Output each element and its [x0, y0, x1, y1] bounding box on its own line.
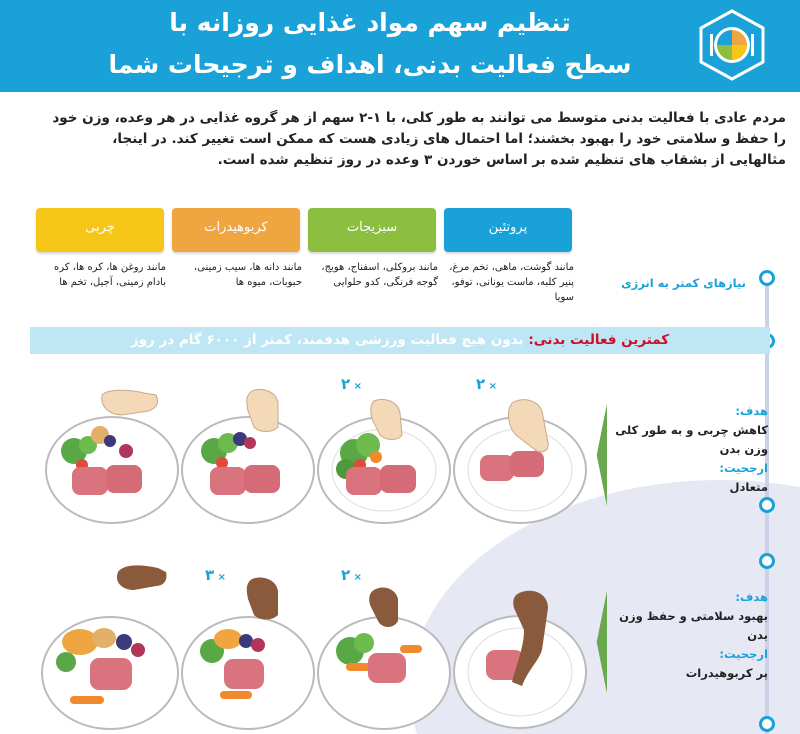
- goal-text: کاهش چربی و به طور کلی وزن بدن: [615, 423, 768, 456]
- preference-text: متعادل: [729, 480, 768, 494]
- activity-level-band: [30, 327, 770, 354]
- page-title: [90, 2, 650, 86]
- category-protein: پروتئین: [444, 208, 572, 252]
- timeline-dot: [759, 553, 775, 569]
- title-line-1: تنظیم سهم مواد غذایی روزانه با: [169, 8, 571, 37]
- plate-vegetables-row2: [316, 585, 452, 734]
- plate-chart-icon: [695, 8, 769, 82]
- preference-label: ارجحیت:: [719, 461, 768, 475]
- category-vegetables: سبزیجات: [308, 208, 436, 252]
- multiplier-vegetables-row1: ۲ ×: [341, 375, 363, 393]
- energy-needs-label: نیازهای کمتر به انرژی: [621, 276, 746, 290]
- category-carbs-desc: مانند دانه ها، سیب زمینی، حبوبات، میوه ها: [193, 262, 302, 288]
- activity-level-text: بدون هیچ فعالیت ورزشی هدفمند، کمتر از ۶۰۰۰ گام در روز: [130, 332, 524, 348]
- plate-fat-row1: [44, 385, 180, 525]
- activity-level-label: کمترین فعالیت بدنی:: [528, 332, 670, 348]
- header-banner: [0, 0, 800, 92]
- multiplier-protein-row1: ۲ ×: [476, 375, 498, 393]
- timeline-dot: [759, 716, 775, 732]
- plate-vegetables-row1: [316, 395, 452, 525]
- plate-carbs-row1: [180, 385, 316, 525]
- intro-line-3: مثالهایی از بشقاب های تنظیم شده بر اساس خوردن ۳ وعده در روز تنظیم شده است.: [217, 152, 786, 168]
- title-line-2: سطح فعالیت بدنی، اهداف و ترجیحات شما: [108, 50, 632, 79]
- goal-label: هدف:: [735, 404, 768, 418]
- timeline-dot: [759, 270, 775, 286]
- category-carbs: کربوهیدرات: [172, 208, 300, 252]
- multiplier-carbs-row2: ۳ ×: [205, 566, 227, 584]
- goal-text: بهبود سلامتی و حفظ وزن بدن: [619, 609, 768, 642]
- intro-paragraph: [18, 108, 786, 171]
- plate-carbs-row2: [180, 575, 316, 734]
- plate-fat-row2: [40, 558, 180, 734]
- multiplier-vegetables-row2: ۲ ×: [341, 566, 363, 584]
- timeline-dot: [759, 497, 775, 513]
- goal-block-row2: [606, 588, 768, 683]
- category-protein-desc: مانند گوشت، ماهی، تخم مرغ، پنیر کلبه، ماست یونانی، توفو، سویا: [449, 262, 574, 303]
- category-fat: چربی: [36, 208, 164, 252]
- preference-text: پر کربوهیدرات: [685, 666, 768, 680]
- goal-label: هدف:: [735, 590, 768, 604]
- preference-label: ارجحیت:: [719, 647, 768, 661]
- category-fat-desc: مانند روغن ها، کره ها، کره بادام زمینی، آجیل، تخم ها: [54, 262, 166, 288]
- plate-protein-row2: [452, 590, 588, 734]
- goal-block-row1: [606, 402, 768, 497]
- category-vegetables-desc: مانند بروکلی، اسفناج، هویج، گوجه فرنگی، کدو حلوایی: [321, 262, 438, 288]
- plate-protein-row1: [452, 395, 588, 525]
- intro-line-1: مردم عادی با فعالیت بدنی متوسط می توانند به طور کلی، با ۱-۲ سهم از هر گروه غذایی در هر وعده، وزن خود: [52, 110, 786, 126]
- intro-line-2: را حفظ و سلامتی خود را بهبود بخشند؛ اما احتمال های زیادی هست که ممکن است تغییر کند. در اینجا،: [112, 131, 786, 147]
